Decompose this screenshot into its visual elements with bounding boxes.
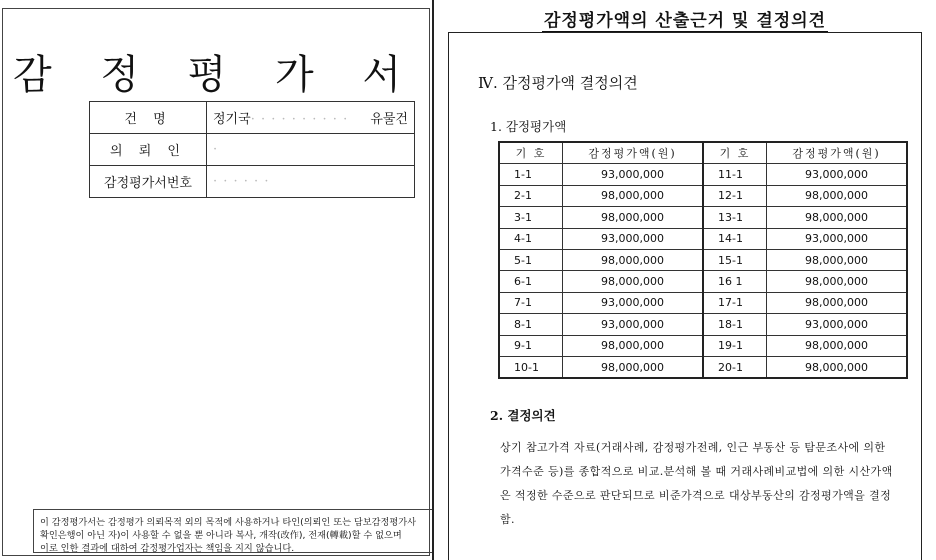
table-row: [499, 292, 907, 313]
table-cell-value: 98,000,000: [563, 335, 704, 356]
table-cell-code: 10-1: [499, 356, 563, 378]
cover-info-table: [89, 101, 415, 198]
col-header-code: 기 호: [499, 142, 563, 164]
info-row: [90, 134, 415, 166]
opinion-line: 가격수준 등)를 종합적으로 비교.분석해 볼 때 거래사례비교법에 의한 시산가액: [500, 465, 893, 478]
table-cell-value: 98,000,000: [767, 271, 908, 292]
info-row: [90, 102, 415, 134]
page-header: [434, 6, 936, 31]
notice-line: 이 감정평가서는 감정평가 의뢰목적 외의 목적에 사용하거나 타인(의뢰인 또는 담보감정평가사: [40, 517, 416, 528]
table-row: [499, 335, 907, 356]
section-heading: Ⅳ. 감정평가액 결정의견: [478, 74, 638, 92]
opinion-line: 은 적정한 수준으로 판단되므로 비준가격으로 대상부동산의 감정평가액을 결정: [500, 489, 892, 502]
table-cell-code: 6-1: [499, 271, 563, 292]
info-value-masked: ·: [213, 142, 219, 157]
table-row: [499, 356, 907, 378]
table-cell-code: 19-1: [703, 335, 767, 356]
table-cell-value: 93,000,000: [767, 164, 908, 185]
table-row: [499, 271, 907, 292]
table-row: [499, 207, 907, 228]
info-value: [207, 102, 415, 134]
table-cell-value: 98,000,000: [767, 249, 908, 270]
table-cell-code: 4-1: [499, 228, 563, 249]
table-row: [499, 314, 907, 335]
opinion-line: 함.: [500, 513, 515, 526]
info-row: [90, 166, 415, 198]
table-cell-code: 17-1: [703, 292, 767, 313]
notice-line: 이로 인한 결과에 대하여 감정평가업자는 책임을 지지 않습니다.: [40, 543, 295, 553]
table-cell-code: 16 1: [703, 271, 767, 292]
table-cell-value: 98,000,000: [563, 207, 704, 228]
table-cell-value: 98,000,000: [767, 356, 908, 378]
table-cell-value: 93,000,000: [563, 228, 704, 249]
col-header-code: 기 호: [703, 142, 767, 164]
table-cell-value: 93,000,000: [563, 292, 704, 313]
table-header-row: [499, 142, 907, 164]
subsection-opinion: 2. 결정의견: [490, 408, 556, 423]
table-cell-value: 98,000,000: [563, 356, 704, 378]
info-value-masked: · · · · · · · · · ·: [250, 112, 349, 127]
info-label: 의 뢰 인: [90, 134, 207, 166]
cover-title: 감 정 평 가 서: [12, 52, 420, 98]
info-value: [207, 134, 415, 166]
table-cell-value: 98,000,000: [563, 271, 704, 292]
info-label: 감정평가서번호: [90, 166, 207, 198]
info-value-masked: · · · · · ·: [213, 174, 270, 189]
table-cell-code: 15-1: [703, 249, 767, 270]
usage-notice: [33, 509, 433, 553]
table-cell-value: 98,000,000: [767, 185, 908, 206]
col-header-value: 감정평가액(원): [563, 142, 704, 164]
table-cell-code: 3-1: [499, 207, 563, 228]
appraised-values-table: [498, 141, 908, 379]
table-cell-code: 8-1: [499, 314, 563, 335]
info-value-suffix: 유물건: [370, 112, 408, 127]
table-cell-code: 18-1: [703, 314, 767, 335]
valuation-page: [434, 0, 936, 560]
table-cell-code: 7-1: [499, 292, 563, 313]
table-cell-value: 93,000,000: [767, 314, 908, 335]
table-cell-value: 93,000,000: [563, 314, 704, 335]
table-row: [499, 228, 907, 249]
subsection-appraised-value: 1. 감정평가액: [490, 119, 567, 134]
table-cell-value: 98,000,000: [563, 185, 704, 206]
table-cell-code: 1-1: [499, 164, 563, 185]
table-cell-code: 20-1: [703, 356, 767, 378]
opinion-text: [500, 436, 900, 532]
appraisal-cover-page: [2, 8, 430, 556]
table-cell-value: 93,000,000: [563, 164, 704, 185]
table-cell-code: 2-1: [499, 185, 563, 206]
table-cell-code: 9-1: [499, 335, 563, 356]
table-cell-value: 98,000,000: [563, 249, 704, 270]
col-header-value: 감정평가액(원): [767, 142, 908, 164]
table-cell-code: 11-1: [703, 164, 767, 185]
notice-line: 확인은행이 아닌 자)이 사용할 수 없을 뿐 아니라 복사, 개작(改作), 전재(轉載)할 수 없으며: [40, 530, 402, 541]
info-label: 건 명: [90, 102, 207, 134]
table-cell-value: 93,000,000: [767, 228, 908, 249]
info-value-prefix: 정기국: [213, 112, 251, 127]
table-row: [499, 249, 907, 270]
table-row: [499, 164, 907, 185]
table-cell-code: 14-1: [703, 228, 767, 249]
table-row: [499, 185, 907, 206]
table-cell-value: 98,000,000: [767, 292, 908, 313]
page-header-text: 감정평가액의 산출근거 및 결정의견: [543, 11, 827, 31]
table-cell-code: 12-1: [703, 185, 767, 206]
table-cell-code: 13-1: [703, 207, 767, 228]
table-cell-value: 98,000,000: [767, 335, 908, 356]
info-value: [207, 166, 415, 198]
opinion-line: 상기 참고가격 자료(거래사례, 감정평가전례, 인근 부동산 등 탐문조사에 의한: [500, 441, 886, 454]
table-cell-value: 98,000,000: [767, 207, 908, 228]
table-cell-code: 5-1: [499, 249, 563, 270]
